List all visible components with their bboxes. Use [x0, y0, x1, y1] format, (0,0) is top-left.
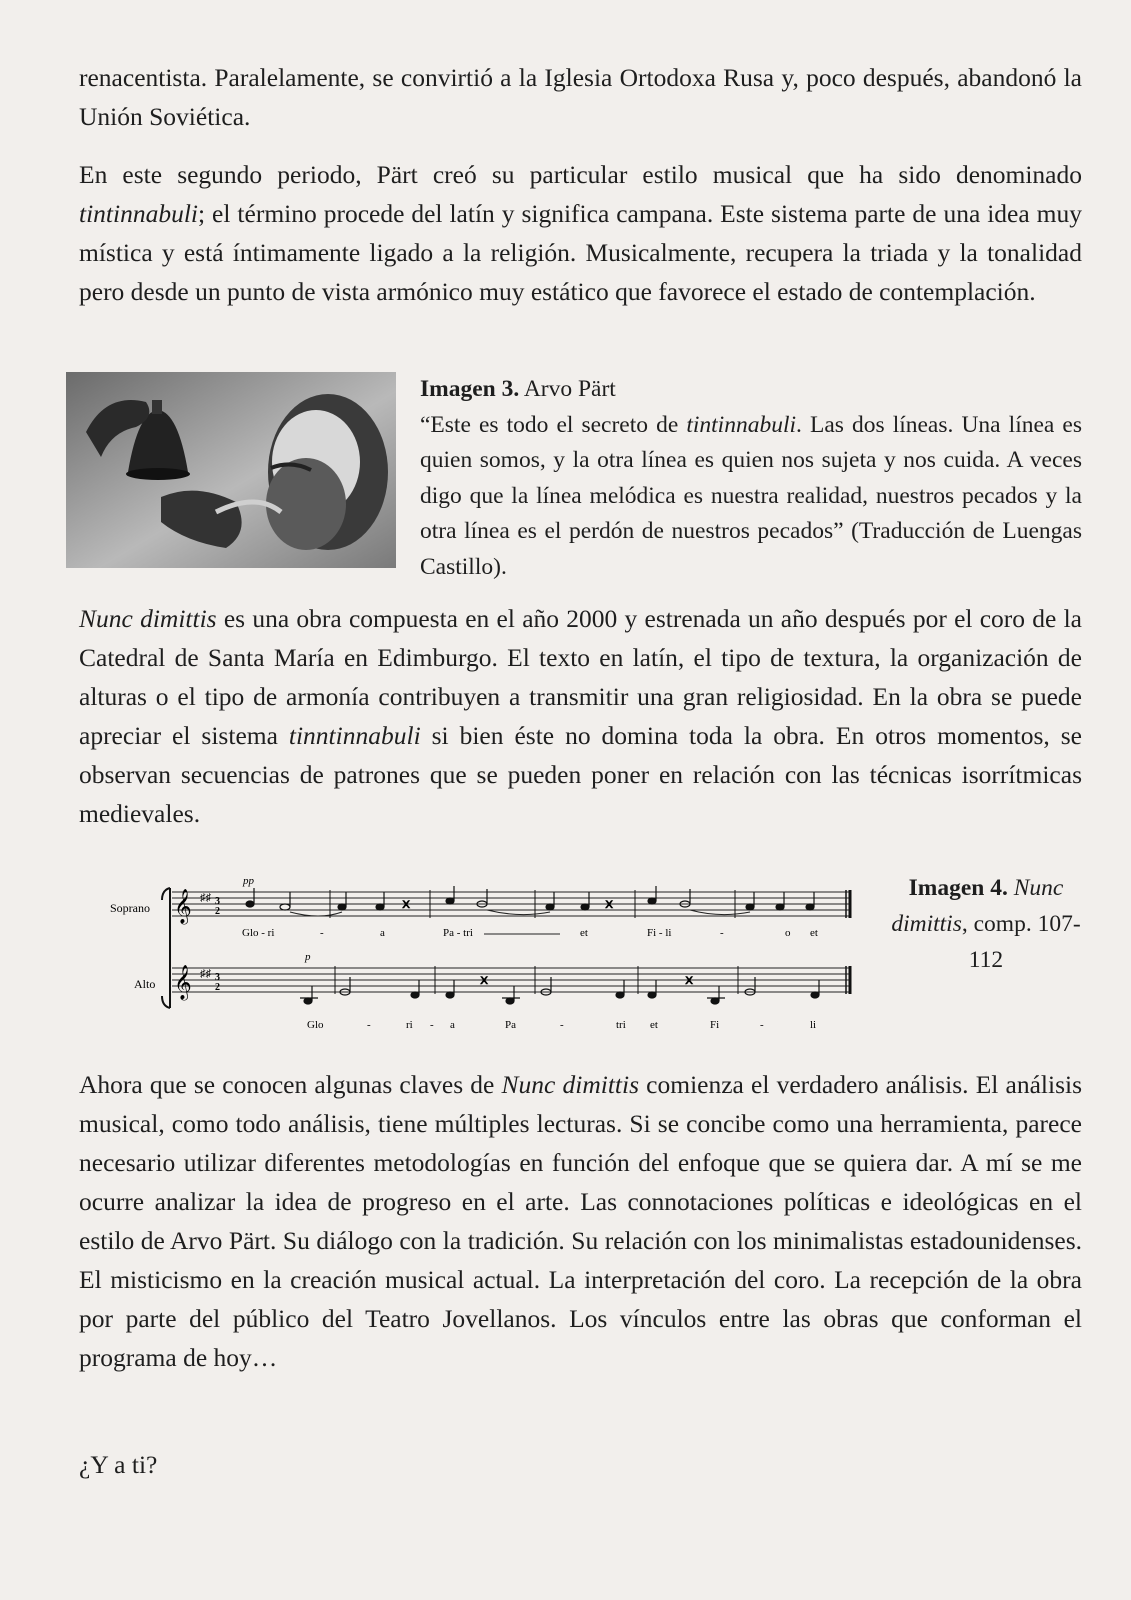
- svg-text:Glo - ri: Glo - ri: [242, 927, 275, 939]
- svg-text:♯♯: ♯♯: [200, 892, 211, 904]
- alto-label: Alto: [134, 977, 156, 991]
- image-3-caption: [420, 372, 1082, 585]
- svg-text:a: a: [450, 1019, 455, 1031]
- svg-text:-: -: [760, 1019, 764, 1031]
- svg-text:tri: tri: [616, 1019, 626, 1031]
- svg-text:-: -: [320, 927, 324, 939]
- image-3-quote-emphasis: tintinnabuli: [686, 411, 797, 438]
- paragraph-3-text-b: si bien éste no domina toda la obra. En otros momentos, se observan secuencias de patrones que se pueden poner en relación con las técnicas isorrítmicas medievales.: [79, 721, 1082, 828]
- paragraph-3-emphasis-1: Nunc dimittis: [79, 604, 217, 633]
- svg-text:-: -: [560, 1019, 564, 1031]
- paragraph-3-emphasis-2: tinntinnabuli: [288, 721, 421, 750]
- svg-text:ⅹ: ⅹ: [402, 897, 411, 912]
- svg-text:ri: ri: [406, 1019, 413, 1031]
- alto-lyrics: [307, 1019, 816, 1031]
- image-3-quote-a: “Este es todo el secreto de: [420, 411, 687, 438]
- paragraph-2-text-b: ; el término procede del latín y significa campana. Este sistema parte de una idea muy mística y está íntimamente ligado a la religión. Musicalmente, recupera la triada y la tonalidad pero desde un punto de vista armónico muy estático que favorece el estado de contemplación.: [79, 199, 1082, 306]
- svg-text:3: 3: [215, 896, 220, 907]
- paragraph-3-text-a: es una obra compuesta en el año 2000 y estrenada un año después por el coro de la Catedral de Santa María en Edimburgo. El texto en latín, el tipo de textura, la organización de alturas o el tipo de armonía contribuyen a transmitir una gran religiosidad. En la obra se puede apreciar el sistema: [79, 604, 1082, 750]
- image-4-label: Imagen 4.: [908, 875, 1008, 901]
- svg-text:li: li: [810, 1019, 817, 1031]
- image-4-measures: , comp. 107-112: [961, 911, 1081, 973]
- soprano-lyrics: [242, 927, 818, 939]
- svg-text:Fi: Fi: [710, 1019, 720, 1031]
- paragraph-1: renacentista. Paralelamente, se convirtió a la Iglesia Ortodoxa Rusa y, poco después, abandonó la Unión Soviética.: [79, 63, 1082, 131]
- svg-text:Glo: Glo: [307, 1019, 324, 1031]
- paragraph-4: [79, 1065, 1082, 1377]
- svg-text:Fi - li: Fi - li: [647, 927, 672, 939]
- paragraph-2: [79, 155, 1082, 311]
- paragraph-5: ¿Y a ti?: [79, 1450, 158, 1479]
- image-4-caption: [888, 870, 1084, 978]
- svg-text:et: et: [580, 927, 588, 939]
- paragraph-4-text-a: Ahora que se conocen algunas claves de: [79, 1070, 502, 1099]
- soprano-label: Soprano: [110, 901, 150, 915]
- treble-clef-icon: 𝄞: [174, 890, 192, 923]
- svg-text:et: et: [810, 927, 818, 939]
- svg-text:♯♯: ♯♯: [200, 968, 211, 980]
- svg-text:Pa - tri: Pa - tri: [443, 927, 473, 939]
- image-3-title: Arvo Pärt: [519, 376, 616, 402]
- image-3-quote-b: . Las dos líneas. Una línea es quien somos, y la otra línea es quien nos sujeta y nos cuida. A veces digo que la línea melódica es nuestra realidad, nuestros pecados y la otra línea es el perdón de nuestros pecados” (Traducción de Luengas Castillo).: [420, 411, 1082, 580]
- svg-text:et: et: [650, 1019, 658, 1031]
- svg-text:o: o: [785, 927, 791, 939]
- svg-text:3: 3: [215, 972, 220, 983]
- svg-text:ⅹ: ⅹ: [480, 973, 489, 988]
- image-3-label: Imagen 3.: [420, 376, 520, 402]
- arvo-part-photo: [66, 372, 396, 568]
- image-4-title: Nunc dimittis: [891, 875, 1064, 937]
- svg-text:2: 2: [215, 982, 220, 993]
- svg-text:-: -: [367, 1019, 371, 1031]
- svg-text:-: -: [720, 927, 724, 939]
- svg-text:ⅹ: ⅹ: [685, 973, 694, 988]
- paragraph-2-emphasis: tintinnabuli: [79, 199, 199, 228]
- svg-text:-: -: [430, 1019, 434, 1031]
- paragraph-4-emphasis: Nunc dimittis: [501, 1070, 640, 1099]
- treble-clef-icon-alto: 𝄞: [174, 966, 192, 999]
- svg-text:2: 2: [215, 906, 220, 917]
- svg-text:a: a: [380, 927, 385, 939]
- arvo-part-photo-graphic: [66, 372, 396, 568]
- svg-text:Pa: Pa: [505, 1019, 516, 1031]
- paragraph-4-text-b: comienza el verdadero análisis. El análisis musical, como todo análisis, tiene múltiples lecturas. Si se concibe como una herramienta, parece necesario utilizar diferentes metodologías en función del enfoque que se quiera dar. A mí se me ocurre analizar la idea de progreso en el arte. Las connotaciones políticas e ideológicas en el estilo de Arvo Pärt. Su diálogo con la tradición. Su relación con los minimalistas estadounidenses. El misticismo en la creación musical actual. La interpretación del coro. La recepción de la obra por parte del público del Teatro Jovellanos. Los vínculos entre las obras que conforman el programa de hoy…: [79, 1070, 1082, 1372]
- soprano-dynamic: pp: [243, 875, 254, 887]
- soprano-staff: [172, 875, 850, 925]
- paragraph-3: [79, 599, 1082, 833]
- alto-dynamic: p: [305, 951, 311, 963]
- svg-text:ⅹ: ⅹ: [605, 897, 614, 912]
- paragraph-2-text-a: En este segundo periodo, Pärt creó su particular estilo musical que ha sido denominado: [79, 160, 1082, 189]
- alto-staff: [172, 951, 850, 1004]
- music-score: [110, 870, 880, 1035]
